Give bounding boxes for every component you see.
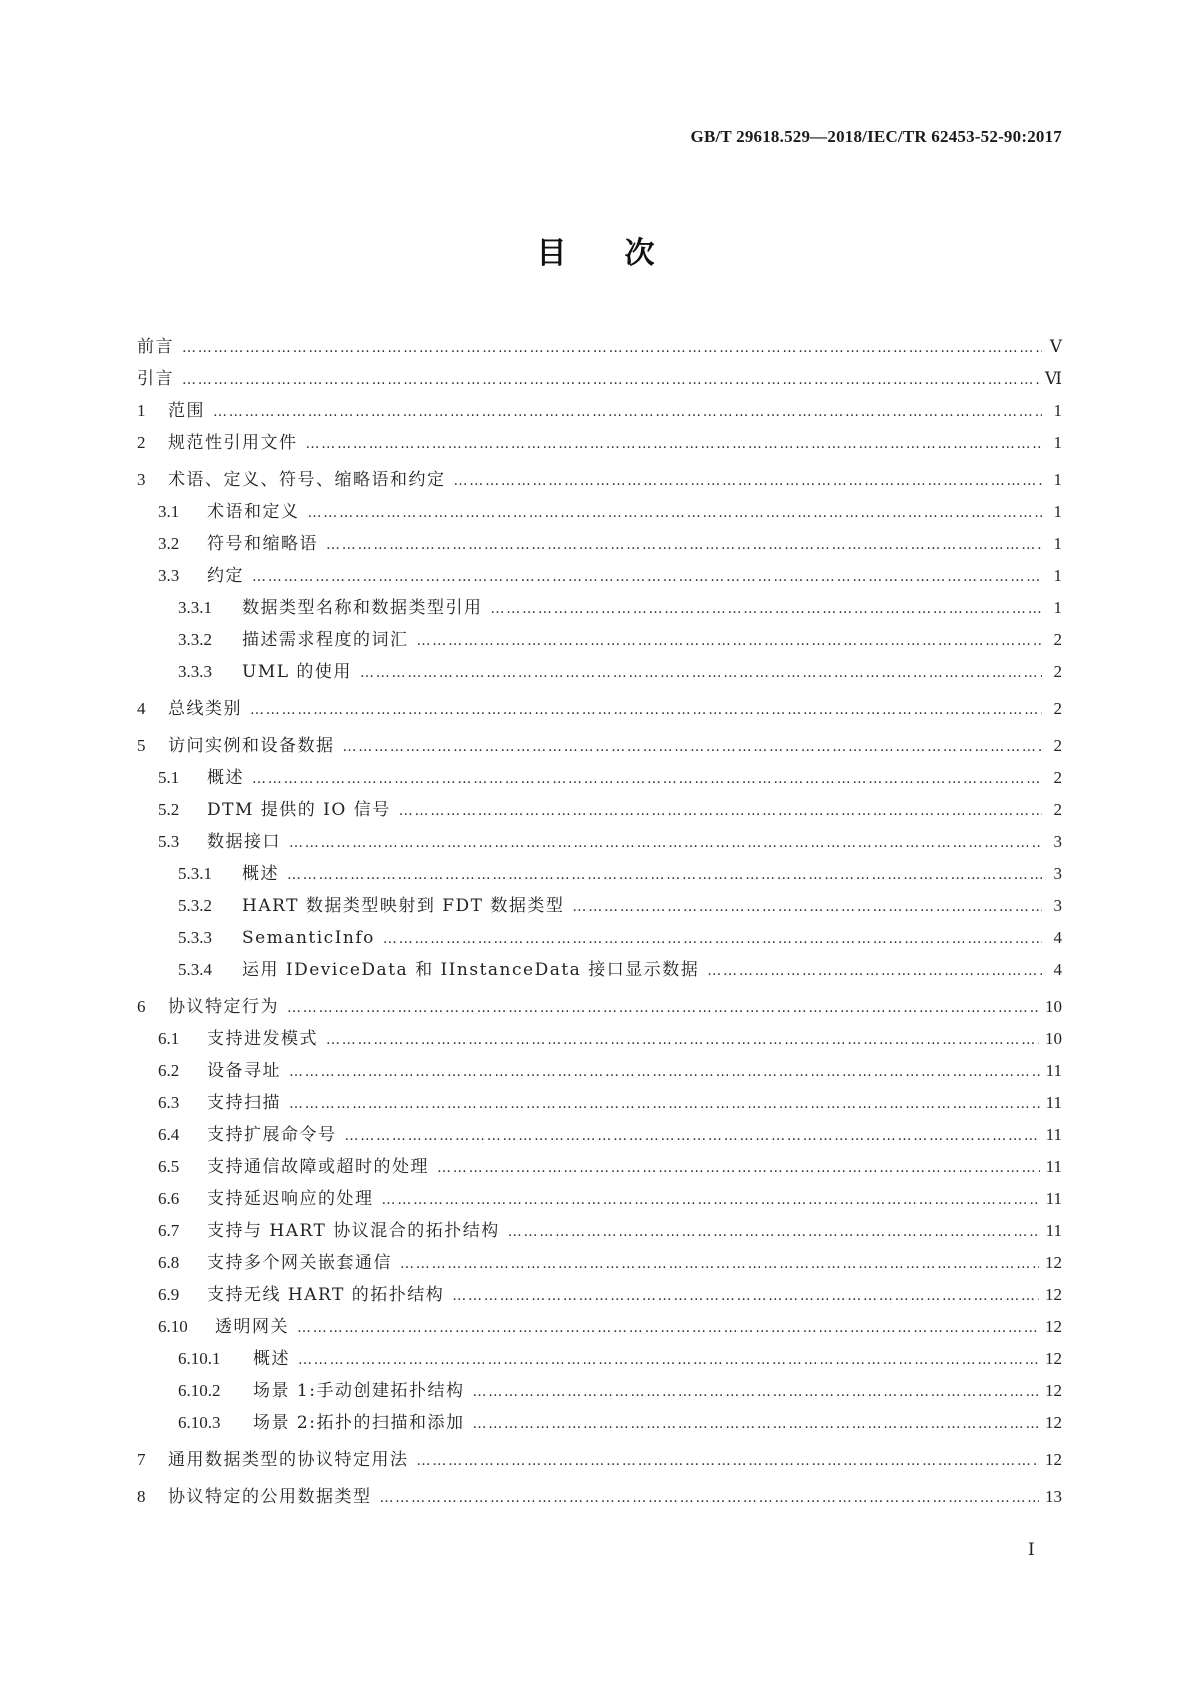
toc-entry-label: 数据接口	[207, 832, 281, 852]
toc-entry-number: 2	[137, 433, 146, 452]
toc-entry-page: Ⅵ	[1044, 369, 1062, 388]
toc-dot-leader	[380, 1482, 1040, 1514]
toc-entry-page: 11	[1045, 1157, 1062, 1176]
toc-dot-leader	[417, 625, 1043, 657]
toc-dot-leader	[452, 1280, 1039, 1312]
toc-entry-number: 3.2	[158, 534, 180, 553]
toc-entry-label: 支持扫描	[207, 1093, 281, 1113]
toc-entry[interactable]	[137, 922, 1062, 954]
toc-entry-label: SemanticInfo	[242, 928, 375, 948]
toc-entry-number: 5.3.2	[178, 896, 212, 915]
toc-entry-number: 5.3.4	[178, 960, 212, 979]
toc-entry[interactable]	[137, 464, 1062, 496]
toc-dot-leader	[400, 1248, 1039, 1280]
toc-entry[interactable]	[137, 762, 1062, 794]
toc-entry-label: 术语和定义	[207, 502, 300, 522]
toc-entry-page: 4	[1053, 928, 1062, 947]
toc-dot-leader	[326, 1024, 1039, 1056]
toc-entry-page: 1	[1053, 598, 1062, 617]
toc-entry[interactable]	[137, 331, 1062, 363]
toc-dot-leader	[572, 891, 1042, 923]
toc-entry[interactable]	[137, 1375, 1062, 1407]
toc-entry-label: 访问实例和设备数据	[168, 736, 335, 756]
toc-dot-leader	[287, 992, 1039, 1024]
toc-entry-label: 术语、定义、符号、缩略语和约定	[168, 470, 446, 490]
toc-entry-label: 数据类型名称和数据类型引用	[242, 598, 483, 618]
toc-entry-page: 11	[1045, 1189, 1062, 1208]
toc-entry-label: 协议特定行为	[168, 997, 279, 1017]
toc-entry-label: 设备寻址	[207, 1061, 281, 1081]
toc-entry-number: 6.10.2	[178, 1381, 221, 1400]
toc-entry[interactable]	[137, 1343, 1062, 1375]
toc-dot-leader	[252, 763, 1042, 795]
toc-entry-label: HART 数据类型映射到 FDT 数据类型	[242, 896, 565, 916]
toc-entry-label: 支持无线 HART 的拓扑结构	[207, 1285, 445, 1305]
toc-entry-number: 3.3.2	[178, 630, 212, 649]
toc-dot-leader	[298, 1344, 1039, 1376]
toc-entry-number: 6.2	[158, 1061, 180, 1080]
toc-entry[interactable]	[137, 560, 1062, 592]
toc-entry-label: 支持与 HART 协议混合的拓扑结构	[207, 1221, 500, 1241]
toc-entry[interactable]	[137, 794, 1062, 826]
toc-dot-leader	[472, 1408, 1039, 1440]
toc-entry-page: 11	[1045, 1093, 1062, 1112]
toc-entry-label: 描述需求程度的词汇	[242, 630, 409, 650]
toc-entry-label: 透明网关	[215, 1317, 289, 1337]
toc-entry-number: 6.5	[158, 1157, 180, 1176]
toc-entry-number: 3.3.1	[178, 598, 212, 617]
toc-dot-leader	[454, 465, 1043, 497]
toc-entry-number: 6	[137, 997, 146, 1016]
toc-entry-label: 协议特定的公用数据类型	[168, 1487, 372, 1507]
toc-entry-label: 支持多个网关嵌套通信	[207, 1253, 392, 1273]
toc-entry-page: Ⅴ	[1049, 337, 1062, 356]
toc-entry-page: 3	[1053, 896, 1062, 915]
toc-entry[interactable]	[137, 1247, 1062, 1279]
toc-entry-label: UML 的使用	[242, 662, 352, 682]
toc-dot-leader	[182, 364, 1039, 396]
toc-entry-page: 12	[1045, 1413, 1062, 1432]
toc-entry-number: 8	[137, 1487, 146, 1506]
toc-entry[interactable]	[137, 1311, 1062, 1343]
toc-entry-page: 1	[1053, 433, 1062, 452]
toc-dot-leader	[417, 1445, 1040, 1477]
toc-entry-label: 支持通信故障或超时的处理	[207, 1157, 429, 1177]
toc-entry-number: 5.3.3	[178, 928, 212, 947]
toc-entry-number: 6.9	[158, 1285, 180, 1304]
toc-entry-page: 2	[1053, 630, 1062, 649]
toc-entry-page: 11	[1045, 1221, 1062, 1240]
toc-entry-number: 6.8	[158, 1253, 180, 1272]
toc-entry-page: 12	[1045, 1450, 1062, 1469]
toc-entry-label: 支持进发模式	[207, 1029, 318, 1049]
standard-code-header: GB/T 29618.529—2018/IEC/TR 62453-52-90:2017	[690, 127, 1062, 146]
toc-entry-number: 5.1	[158, 768, 180, 787]
toc-entry-label: 场景 2:拓扑的扫描和添加	[253, 1413, 465, 1433]
toc-entry[interactable]	[137, 1407, 1062, 1439]
toc-dot-leader	[382, 1184, 1040, 1216]
toc-dot-leader	[491, 593, 1043, 625]
toc-dot-leader	[508, 1216, 1040, 1248]
toc-dot-leader	[308, 497, 1043, 529]
toc-entry-page: 11	[1045, 1125, 1062, 1144]
toc-entry-page: 1	[1053, 534, 1062, 553]
toc-dot-leader	[182, 332, 1042, 364]
toc-entry-label: 前言	[137, 337, 174, 357]
toc-entry-label: 规范性引用文件	[168, 433, 298, 453]
toc-entry-label: 概述	[253, 1349, 290, 1369]
toc-dot-leader	[287, 859, 1042, 891]
toc-entry-label: 运用 IDeviceData 和 IInstanceData 接口显示数据	[242, 960, 700, 980]
toc-entry-number: 5.3.1	[178, 864, 212, 883]
toc-entry-number: 4	[137, 699, 146, 718]
toc-entry-page: 2	[1053, 768, 1062, 787]
toc-entry[interactable]	[137, 693, 1062, 725]
toc-entry-number: 6.10	[158, 1317, 188, 1336]
toc-entry[interactable]	[137, 1151, 1062, 1183]
toc-entry-page: 3	[1053, 832, 1062, 851]
toc-dot-leader	[472, 1376, 1039, 1408]
toc-entry[interactable]	[137, 890, 1062, 922]
toc-entry-page: 12	[1045, 1381, 1062, 1400]
toc-entry[interactable]	[137, 1119, 1062, 1151]
toc-entry-page: 2	[1053, 699, 1062, 718]
toc-dot-leader	[297, 1312, 1039, 1344]
toc-dot-leader	[437, 1152, 1040, 1184]
toc-entry[interactable]	[137, 1055, 1062, 1087]
toc-entry-label: 场景 1:手动创建拓扑结构	[253, 1381, 465, 1401]
toc-entry-page: 10	[1045, 1029, 1062, 1048]
toc-entry-page: 11	[1045, 1061, 1062, 1080]
toc-entry-number: 3	[137, 470, 146, 489]
toc-entry-label: 总线类别	[168, 699, 242, 719]
toc-entry-number: 6.7	[158, 1221, 180, 1240]
toc-entry-page: 12	[1045, 1285, 1062, 1304]
toc-entry[interactable]	[137, 363, 1062, 395]
toc-entry-page: 12	[1045, 1317, 1062, 1336]
toc-entry[interactable]	[137, 1215, 1062, 1247]
toc-entry[interactable]	[137, 730, 1062, 762]
toc-entry-page: 1	[1053, 566, 1062, 585]
toc-dot-leader	[289, 827, 1042, 859]
toc-entry-number: 3.3	[158, 566, 180, 585]
toc-entry[interactable]	[137, 1183, 1062, 1215]
table-of-contents	[137, 331, 1062, 1513]
toc-entry-page: 13	[1045, 1487, 1062, 1506]
toc-dot-leader	[399, 795, 1042, 827]
toc-entry-label: 支持扩展命令号	[207, 1125, 337, 1145]
toc-entry-number: 6.10.1	[178, 1349, 221, 1368]
page-title: 目次	[536, 236, 713, 271]
toc-entry-page: 10	[1045, 997, 1062, 1016]
toc-entry[interactable]	[137, 592, 1062, 624]
toc-entry-label: 概述	[242, 864, 279, 884]
toc-entry[interactable]	[137, 427, 1062, 459]
toc-entry-number: 5.2	[158, 800, 180, 819]
toc-entry-number: 6.4	[158, 1125, 180, 1144]
toc-dot-leader	[213, 396, 1042, 428]
toc-entry-label: DTM 提供的 IO 信号	[207, 800, 391, 820]
toc-entry-page: 4	[1053, 960, 1062, 979]
toc-entry-number: 1	[137, 401, 146, 420]
toc-entry[interactable]	[137, 1023, 1062, 1055]
toc-entry[interactable]	[137, 1444, 1062, 1476]
toc-entry[interactable]	[137, 1481, 1062, 1513]
toc-dot-leader	[252, 561, 1042, 593]
toc-entry[interactable]	[137, 496, 1062, 528]
toc-entry-label: 约定	[207, 566, 244, 586]
toc-dot-leader	[306, 428, 1043, 460]
toc-dot-leader	[345, 1120, 1040, 1152]
toc-entry[interactable]	[137, 1087, 1062, 1119]
toc-entry-label: 概述	[207, 768, 244, 788]
toc-entry-number: 3.1	[158, 502, 180, 521]
toc-entry-page: 2	[1053, 662, 1062, 681]
toc-entry[interactable]	[137, 954, 1062, 986]
toc-entry[interactable]	[137, 395, 1062, 427]
toc-entry-page: 1	[1053, 470, 1062, 489]
toc-dot-leader	[360, 657, 1042, 689]
toc-entry-number: 6.3	[158, 1093, 180, 1112]
toc-entry-label: 范围	[168, 401, 205, 421]
toc-entry[interactable]	[137, 624, 1062, 656]
toc-entry-number: 6.10.3	[178, 1413, 221, 1432]
toc-entry-label: 通用数据类型的协议特定用法	[168, 1450, 409, 1470]
toc-dot-leader	[707, 955, 1042, 987]
toc-entry-page: 2	[1053, 736, 1062, 755]
toc-entry[interactable]	[137, 528, 1062, 560]
toc-entry-page: 12	[1045, 1253, 1062, 1272]
toc-entry-number: 3.3.3	[178, 662, 212, 681]
toc-entry-page: 1	[1053, 401, 1062, 420]
toc-entry-page: 2	[1053, 800, 1062, 819]
page-number-footer: Ⅰ	[1028, 1540, 1035, 1559]
toc-dot-leader	[326, 529, 1042, 561]
toc-dot-leader	[289, 1088, 1040, 1120]
toc-dot-leader	[383, 923, 1042, 955]
toc-entry-number: 5	[137, 736, 146, 755]
toc-dot-leader	[343, 731, 1043, 763]
toc-entry-label: 支持延迟响应的处理	[207, 1189, 374, 1209]
toc-entry[interactable]	[137, 1279, 1062, 1311]
toc-entry-number: 7	[137, 1450, 146, 1469]
toc-dot-leader	[289, 1056, 1040, 1088]
toc-entry-number: 6.1	[158, 1029, 180, 1048]
toc-entry[interactable]	[137, 656, 1062, 688]
toc-entry[interactable]	[137, 991, 1062, 1023]
toc-entry-label: 引言	[137, 369, 174, 389]
toc-entry-page: 3	[1053, 864, 1062, 883]
toc-entry-number: 6.6	[158, 1189, 180, 1208]
toc-entry-label: 符号和缩略语	[207, 534, 318, 554]
toc-entry[interactable]	[137, 826, 1062, 858]
toc-dot-leader	[250, 694, 1042, 726]
toc-entry-page: 12	[1045, 1349, 1062, 1368]
toc-entry-number: 5.3	[158, 832, 180, 851]
toc-entry[interactable]	[137, 858, 1062, 890]
toc-entry-page: 1	[1053, 502, 1062, 521]
